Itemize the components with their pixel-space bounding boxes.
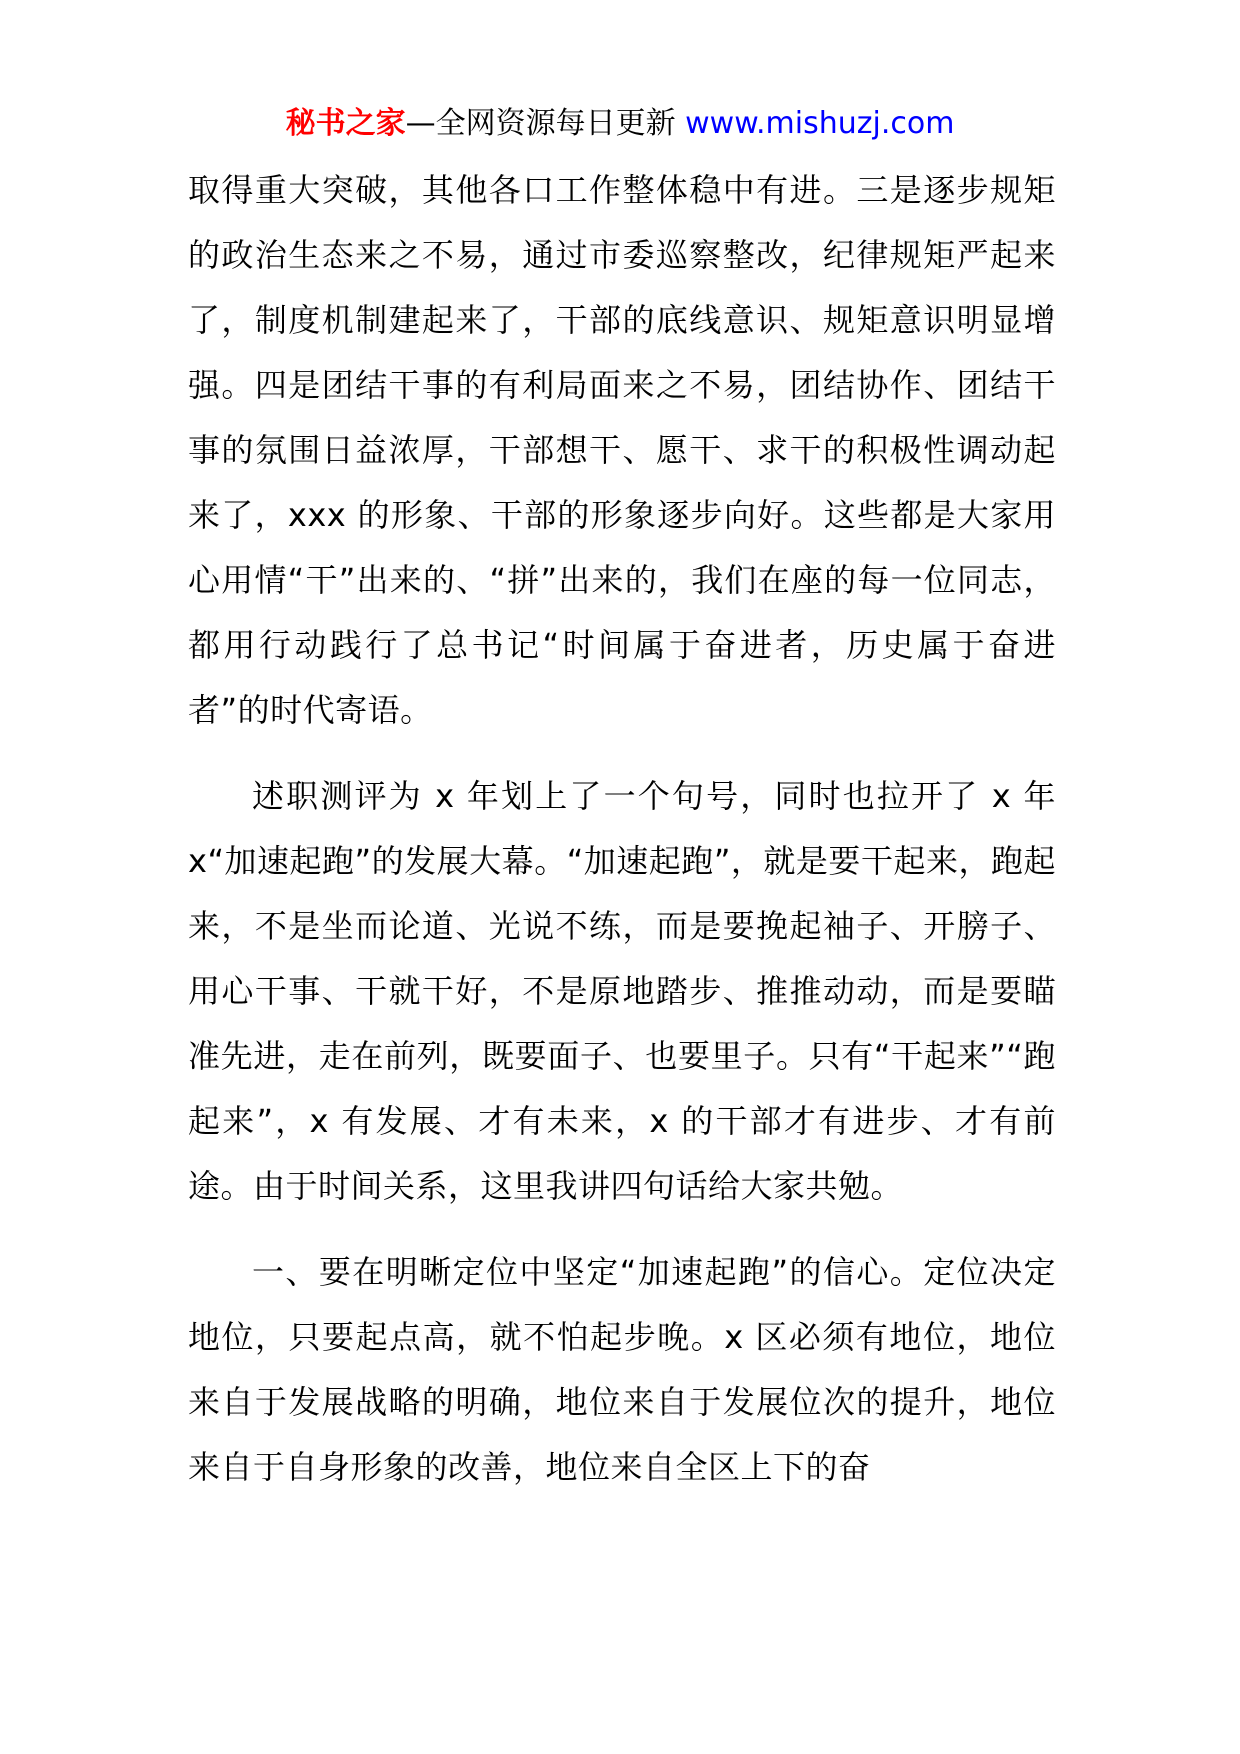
paragraph-continued: 取得重大突破，其他各口工作整体稳中有进。三是逐步规矩的政治生态来之不易，通过市委巡察整改，纪律规矩严起来了，制度机制建起来了，干部的底线意识、规矩意识明显增强。四是团结干事的有利局面来之不易，团结协作、团结干事的氛围日益浓厚，干部想干、愿干、求干的积极性调动起来了，xxx 的形象、干部的形象逐步向好。这些都是大家用心用情“干”出来的、“拼”出来的，我们在座的每一位同志，都用行动践行了总书记“时间属于奋进者，历史属于奋进者”的时代寄语。 [188, 171, 1056, 729]
brand-name: 秘书之家 [285, 106, 406, 141]
document-body [188, 158, 1056, 1500]
paragraph-speech-intro: 述职测评为 x 年划上了一个句号，同时也拉开了 x 年x“加速起跑”的发展大幕。“加速起跑”，就是要干起来，跑起来，不是坐而论道、光说不练，而是要挽起袖子、开膀子、用心干事、干就干好，不是原地踏步、推推动动，而是要瞄准先进，走在前列，既要面子、也要里子。只有“干起来”“跑起来”，x 有发展、才有未来，x 的干部才有进步、才有前途。由于时间关系，这里我讲四句话给大家共勉。 [188, 777, 1056, 1205]
website-link[interactable]: www.mishuzj.com [685, 106, 955, 141]
header-tagline: —全网资源每日更新 [405, 106, 676, 141]
paragraph-point-one: 一、要在明晰定位中坚定“加速起跑”的信心。定位决定地位，只要起点高，就不怕起步晚。x 区必须有地位，地位来自于发展战略的明确，地位来自于发展位次的提升，地位来自于自身形象的改善，地位来自全区上下的奋 [188, 1253, 1056, 1486]
page-header [0, 104, 1240, 144]
